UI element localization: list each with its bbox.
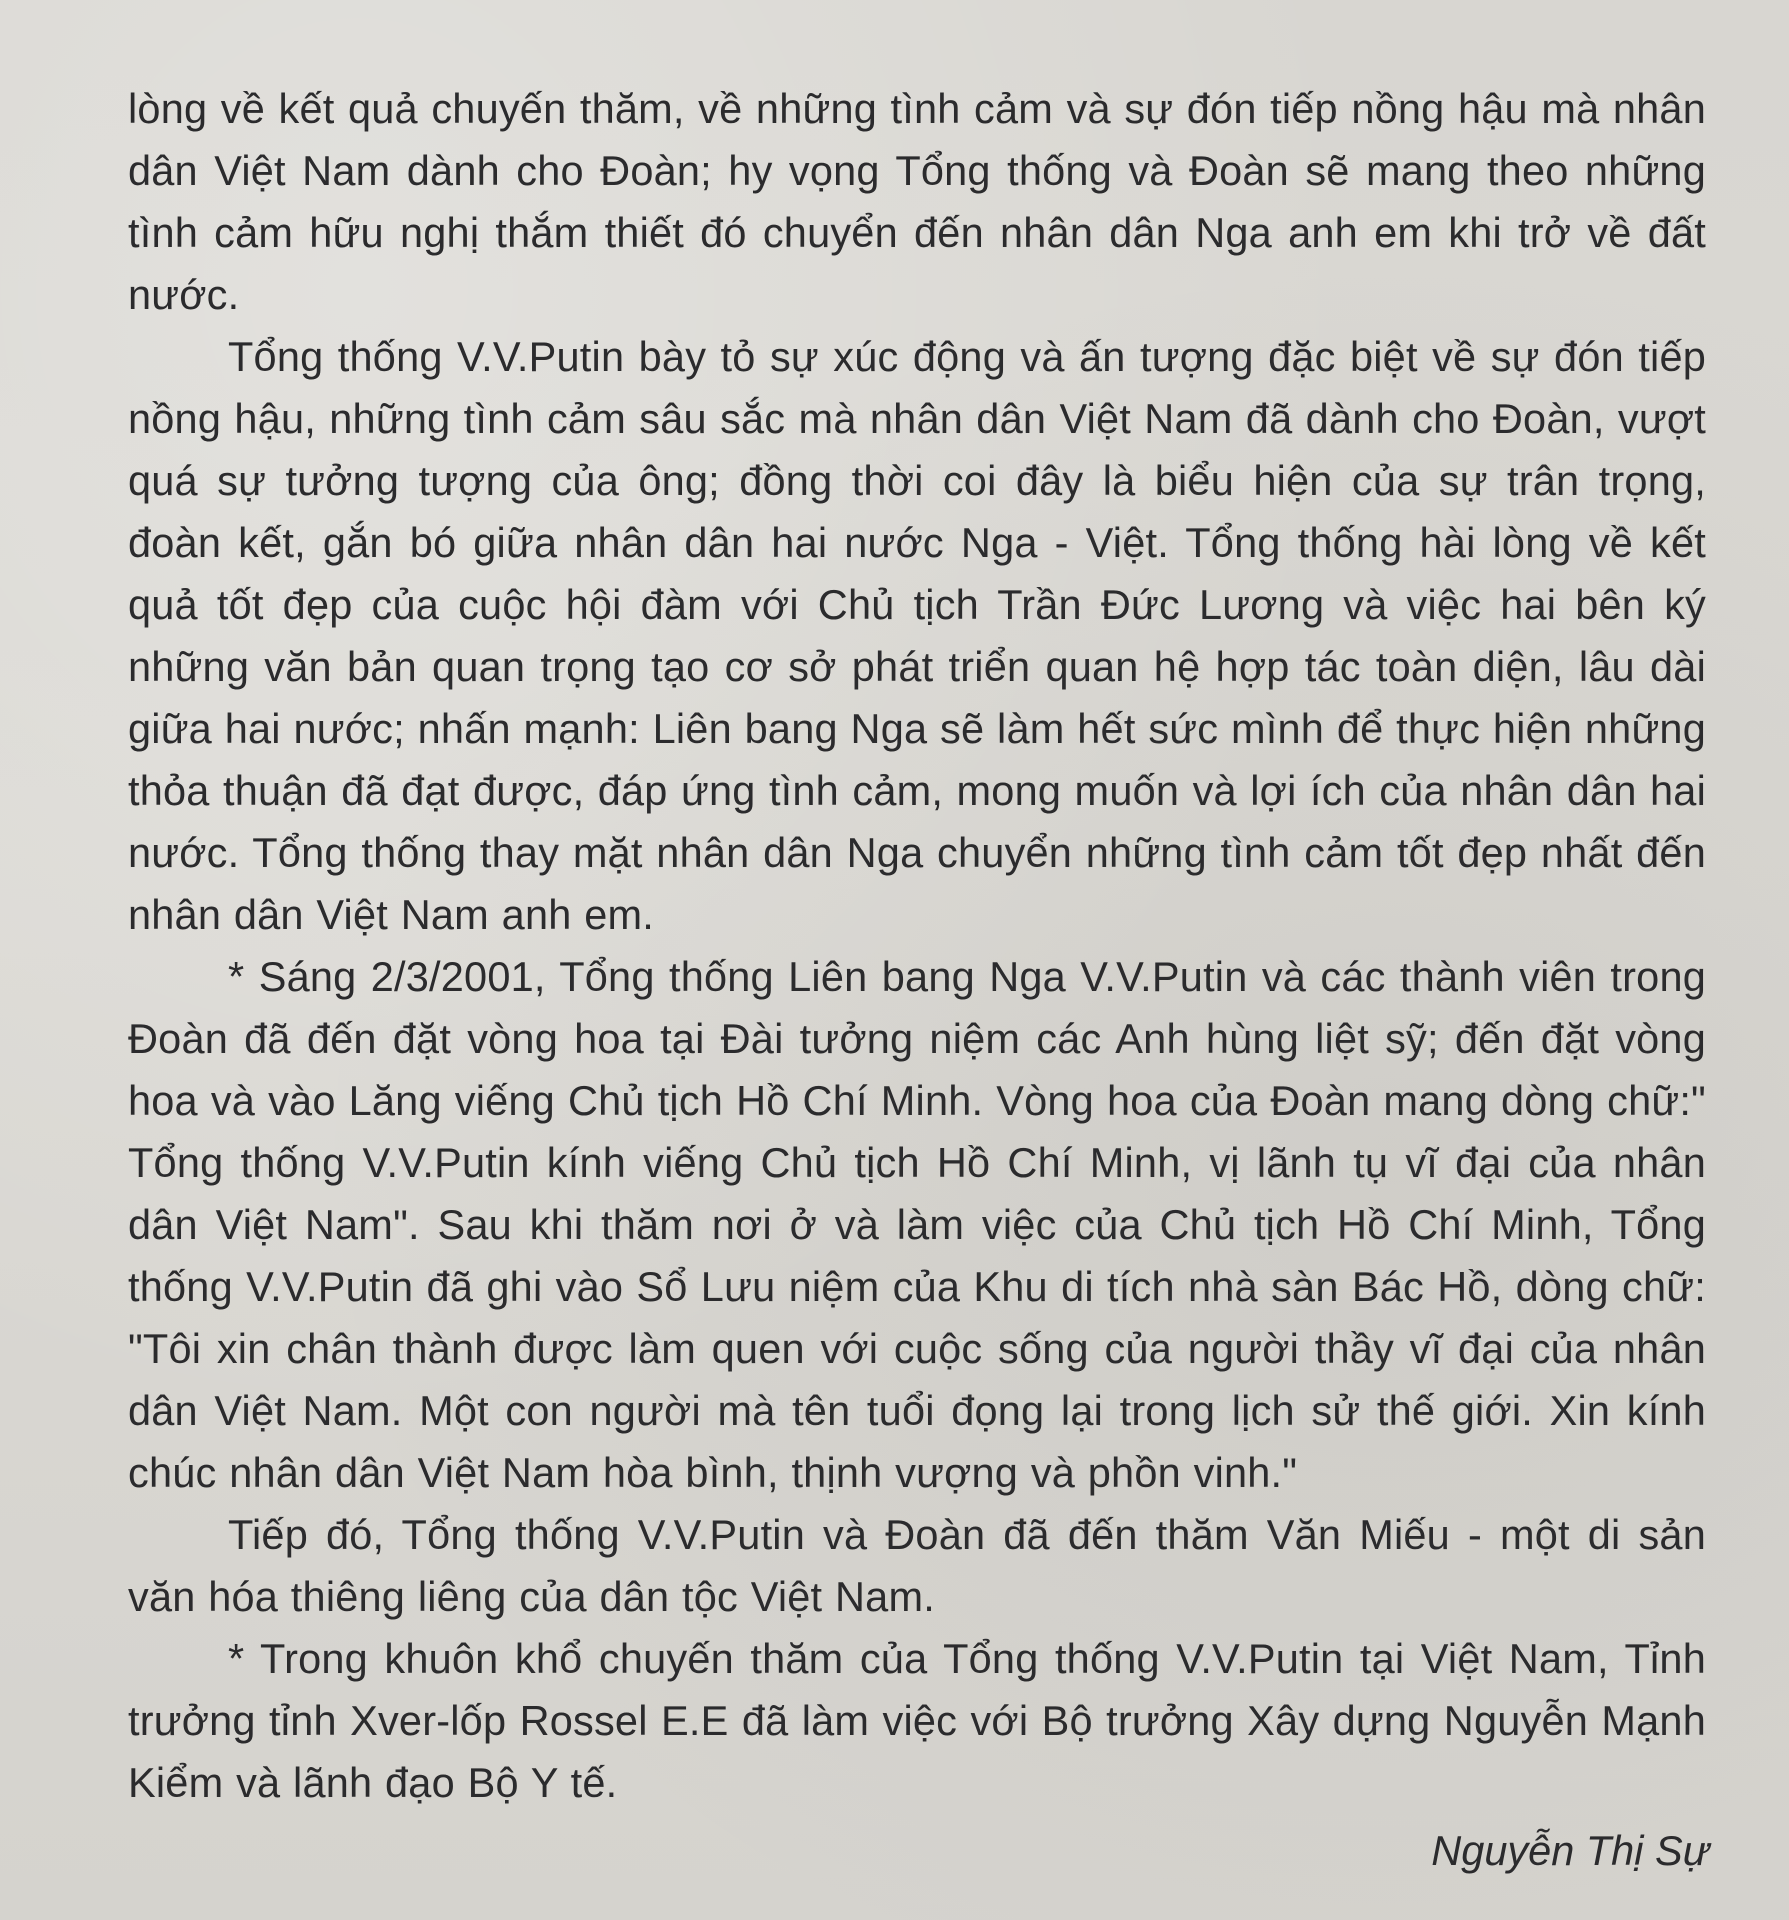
paragraph-3: * Sáng 2/3/2001, Tổng thống Liên bang Nga V.V.Putin và các thành viên trong Đoàn đã đến đặt vòng hoa tại Đài tưởng niệm các Anh hùng liệt sỹ; đến đặt vòng hoa và vào Lăng viếng Chủ tịch Hồ Chí Minh. Vòng hoa của Đoàn mang dòng chữ:" Tổng thống V.V.Putin kính viếng Chủ tịch Hồ Chí Minh, vị lãnh tụ vĩ đại của nhân dân Việt Nam". Sau khi thăm nơi ở và làm việc của Chủ tịch Hồ Chí Minh, Tổng thống V.V.Putin đã ghi vào Sổ Lưu niệm của Khu di tích nhà sàn Bác Hồ, dòng chữ: "Tôi xin chân thành được làm quen với cuộc sống của người thầy vĩ đại của nhân dân Việt Nam. Một con người mà tên tuổi đọng lại trong lịch sử thế giới. Xin kính chúc nhân dân Việt Nam hòa bình, thịnh vượng và phồn vinh."	[128, 953, 1706, 1496]
paragraph-4: Tiếp đó, Tổng thống V.V.Putin và Đoàn đã đến thăm Văn Miếu - một di sản văn hóa thiêng liêng của dân tộc Việt Nam.	[128, 1511, 1706, 1620]
paragraph-2: Tổng thống V.V.Putin bày tỏ sự xúc động và ấn tượng đặc biệt về sự đón tiếp nồng hậu, những tình cảm sâu sắc mà nhân dân Việt Nam đã dành cho Đoàn, vượt quá sự tưởng tượng của ông; đồng thời coi đây là biểu hiện của sự trân trọng, đoàn kết, gắn bó giữa nhân dân hai nước Nga - Việt. Tổng thống hài lòng về kết quả tốt đẹp của cuộc hội đàm với Chủ tịch Trần Đức Lương và việc hai bên ký những văn bản quan trọng tạo cơ sở phát triển quan hệ hợp tác toàn diện, lâu dài giữa hai nước; nhấn mạnh: Liên bang Nga sẽ làm hết sức mình để thực hiện những thỏa thuận đã đạt được, đáp ứng tình cảm, mong muốn và lợi ích của nhân dân hai nước. Tổng thống thay mặt nhân dân Nga chuyển những tình cảm tốt đẹp nhất đến nhân dân Việt Nam anh em.	[128, 333, 1706, 938]
author-signature: Nguyễn Thị Sự	[1431, 1827, 1709, 1874]
paragraph-1: lòng về kết quả chuyến thăm, về những tình cảm và sự đón tiếp nồng hậu mà nhân dân Việt Nam dành cho Đoàn; hy vọng Tổng thống và Đoàn sẽ mang theo những tình cảm hữu nghị thắm thiết đó chuyển đến nhân dân Nga anh em khi trở về đất nước.	[128, 85, 1706, 318]
article-body	[128, 78, 1706, 1814]
paragraph-5: * Trong khuôn khổ chuyến thăm của Tổng thống V.V.Putin tại Việt Nam, Tỉnh trưởng tỉnh Xver-lốp Rossel E.E đã làm việc với Bộ trưởng Xây dựng Nguyễn Mạnh Kiểm và lãnh đạo Bộ Y tế.	[128, 1635, 1706, 1806]
